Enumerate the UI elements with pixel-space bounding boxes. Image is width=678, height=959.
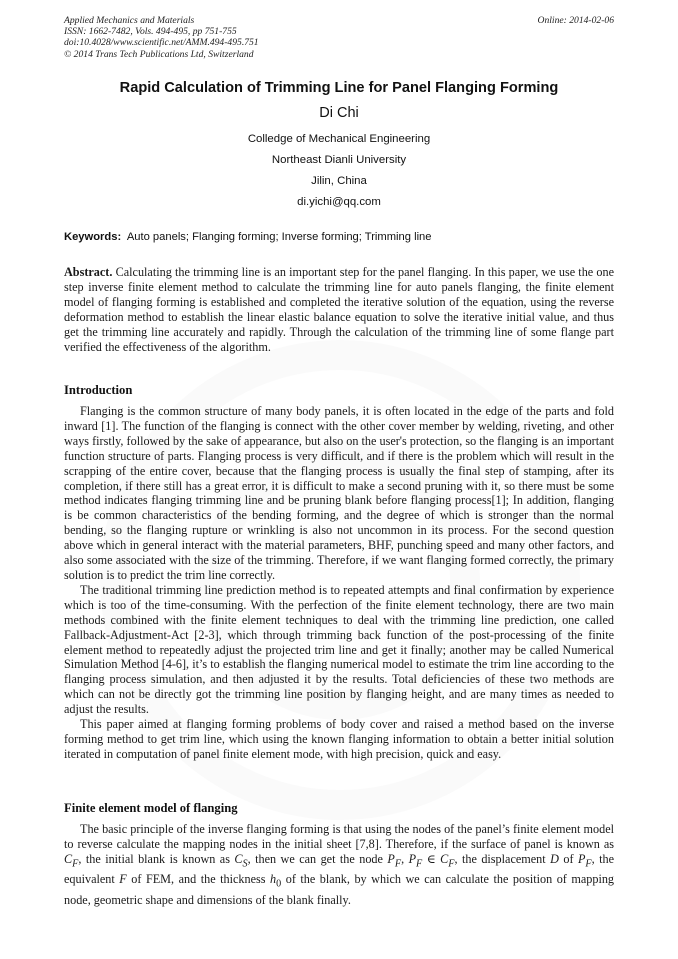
keywords-label: Keywords: bbox=[64, 231, 122, 243]
author-email: di.yichi@qq.com bbox=[297, 196, 381, 208]
text-run: of FEM, and the thickness bbox=[131, 872, 266, 887]
copyright-line: © 2014 Trans Tech Publications Ltd, Switzerland bbox=[64, 48, 254, 60]
paragraph: The basic principle of the inverse flanging forming is that using the nodes of the panel’s finite element model to reverse calculate the mapping nodes in the initial sheet [7,8]. Therefore, if the surface of panel is known as $C_F$, the initial blank is known as $C_S$, then we can get the node $P_F$, $P_F$ ∈ $C_F$, the displacement D of $P_F$, the equivalent F of FEM, and the thickness $h_0$ of the blank, by which we can calculate the position of mapping node, geometric shape and dimensions of the blank finally. bbox=[64, 822, 615, 907]
doi-line: doi:10.4028/www.scientific.net/AMM.494-495.751 bbox=[64, 37, 259, 49]
affiliation-line: Northeast Dianli University bbox=[271, 154, 407, 166]
abstract-text: Calculating the trimming line is an important step for the panel flanging. In this paper, we use the one step inverse finite element method to calculate the trimming line for auto panels flanging, the finite element model of flanging forming is established and completed the iterative solution of the equation, using the reverse deformation method to establish the linear elastic balance equation to solve the iterative initial value, and thus get the trimming line accurately and rapidly. Through the calculation of the trimming line of some flange part verified the effectiveness of the algorithm. bbox=[64, 265, 614, 354]
text-run: of bbox=[563, 851, 574, 866]
math-symbol: $C_S$ bbox=[234, 851, 248, 870]
text-run: , then we can get the node bbox=[247, 851, 383, 866]
fem-body bbox=[64, 822, 614, 907]
affiliation-line: Jilin, China bbox=[311, 175, 367, 187]
paper-title: Rapid Calculation of Trimming Line for Panel Flanging Forming bbox=[119, 80, 559, 96]
text-run: , the initial blank is known as bbox=[78, 851, 230, 866]
abstract bbox=[64, 265, 614, 354]
math-expression: $P_F$ ∈ $C_F$ bbox=[408, 851, 455, 870]
journal-header bbox=[64, 15, 259, 60]
text-run: , the equivalent bbox=[64, 851, 615, 887]
paragraph: Flanging is the common structure of many body panels, it is often located in the edge of the parts and fold inward [1]. The function of the flanging is connect with the other cover member by welding, riveting, and other ways firstly, followed by the sake of appearance, but also on the user's protection, so the flanging is an important function structure of parts. Flanging process is very difficult, and if there is the problem which will result in the scrapping of the entire cover, because that the flanging process is usually the final step of stamping, after its completion, if there still has a great error, it is difficult to make a second pruning with it, so there must be some method indicates flanging trimming line and be pruning blank before flanging process[1]; In addition, flanging is be common characteristics of the bending forming, and the degree of which is stronger than the normal bending, so the flanging rupture or wrinkling is also not uncommon in its process. For the second question above which in general interact with the material parameters, BHF, punching speed and many other factors, and also some associated with the size of the trimming. Therefore, if we want flanging formed correctly, the primary solution is to predict the trim line correctly. bbox=[64, 404, 614, 582]
paragraph: The traditional trimming line prediction method is to repeated attempts and final confirmation by experience which is too of the time-consuming. With the perfection of the finite element technology, there are two main methods combined with the finite element techniques to deal with the trimming line prediction, one called Fallback-Adjustment-Act [2-3], which through trimming back function of the post-processing of the finite element method to repeatedly adjust the projected trim line and get it finally; another may be called Numerical Simulation Method [4-6], it’s to establish the flanging numerical model to estimate the trim line according to the flanging process simulation, and then adjusted it by the results. Total deficiencies of these two methods are which can not be directly got the trimming line position by flanging height, and are many times as needed to adjust the results. bbox=[64, 582, 614, 717]
affiliation-line: Colledge of Mechanical Engineering bbox=[247, 133, 431, 145]
issn-line: ISSN: 1662-7482, Vols. 494-495, pp 751-755 bbox=[64, 26, 237, 38]
math-symbol: $P_F$ bbox=[387, 851, 402, 870]
section-heading-introduction: Introduction bbox=[64, 383, 133, 397]
introduction-body bbox=[64, 404, 614, 762]
math-symbol: $C_F$ bbox=[64, 851, 79, 870]
section-heading-fem: Finite element model of flanging bbox=[64, 801, 238, 815]
text-run: , the displacement bbox=[454, 851, 546, 866]
keywords-text: Auto panels; Flanging forming; Inverse forming; Trimming line bbox=[126, 231, 432, 243]
online-date-text: Online: 2014-02-06 bbox=[537, 15, 614, 26]
keywords bbox=[64, 231, 432, 243]
text-run: The basic principle of the inverse flanging forming is that using the nodes of the panel’s finite element model to reverse calculate the mapping nodes in the initial sheet [7,8]. Therefore, if the surface of panel is known as bbox=[64, 822, 614, 851]
online-date bbox=[538, 15, 614, 26]
journal-name: Applied Mechanics and Materials bbox=[64, 15, 195, 26]
text-run: of the blank, by which we can calculate the position of mapping node, geometric shape and dimensions of the blank finally. bbox=[64, 872, 615, 907]
paragraph: This paper aimed at flanging forming problems of body cover and raised a method based on the inverse forming method to get trim line, which using the known flanging information to obtain a better initial solution iterated in computation of panel finite element mode, with high precision, quick and easy. bbox=[64, 717, 614, 761]
abstract-label: Abstract. bbox=[64, 265, 113, 279]
author-name: Di Chi bbox=[319, 105, 359, 121]
